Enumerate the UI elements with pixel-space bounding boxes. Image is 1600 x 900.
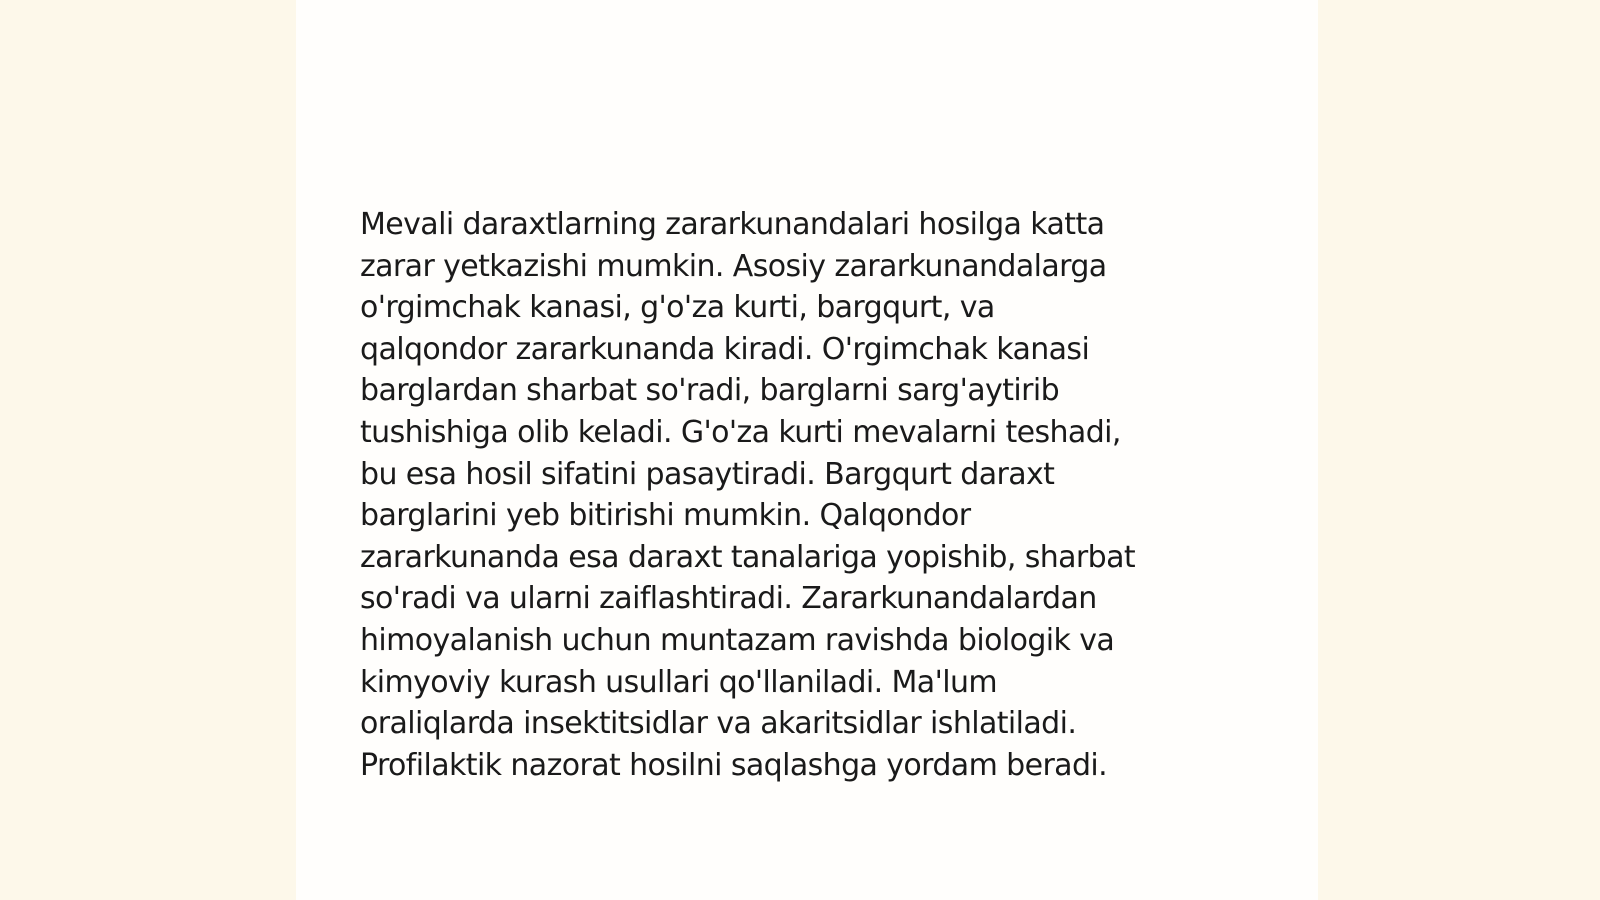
paragraph-line-11: himoyalanish uchun muntazam ravishda biologik va <box>360 622 1115 658</box>
paragraph-line-8: barglarini yeb bitirishi mumkin. Qalqondor <box>360 498 971 534</box>
body-paragraph <box>360 204 1250 786</box>
paragraph-line-1: Mevali daraxtlarning zararkunandalari hosilga katta <box>360 207 1105 242</box>
paragraph-line-10: so'radi va ularni zaiflashtiradi. Zararkunandalardan <box>360 581 1097 617</box>
paragraph-line-2: zarar yetkazishi mumkin. Asosiy zararkunandalarga <box>360 248 1107 284</box>
paragraph-line-12: kimyoviy kurash usullari qo'llaniladi. Ma'lum <box>360 664 997 700</box>
paragraph-line-5: barglardan sharbat so'radi, barglarni sarg'aytirib <box>360 373 1060 409</box>
paragraph-line-6: tushishiga olib keladi. G'o'za kurti mevalarni teshadi, <box>360 414 1121 450</box>
paragraph-line-13: oraliqlarda insektitsidlar va akaritsidlar ishlatiladi. <box>360 706 1077 742</box>
paragraph-line-9: zararkunanda esa daraxt tanalariga yopishib, sharbat <box>360 539 1136 575</box>
paragraph-line-4: qalqondor zararkunanda kiradi. O'rgimchak kanasi <box>360 331 1090 367</box>
paragraph-line-14: Profilaktik nazorat hosilni saqlashga yordam beradi. <box>360 747 1108 783</box>
paragraph-line-3: o'rgimchak kanasi, g'o'za kurti, bargqurt, va <box>360 290 995 326</box>
document-page <box>296 0 1318 900</box>
paragraph-line-7: bu esa hosil sifatini pasaytiradi. Bargqurt daraxt <box>360 456 1055 492</box>
